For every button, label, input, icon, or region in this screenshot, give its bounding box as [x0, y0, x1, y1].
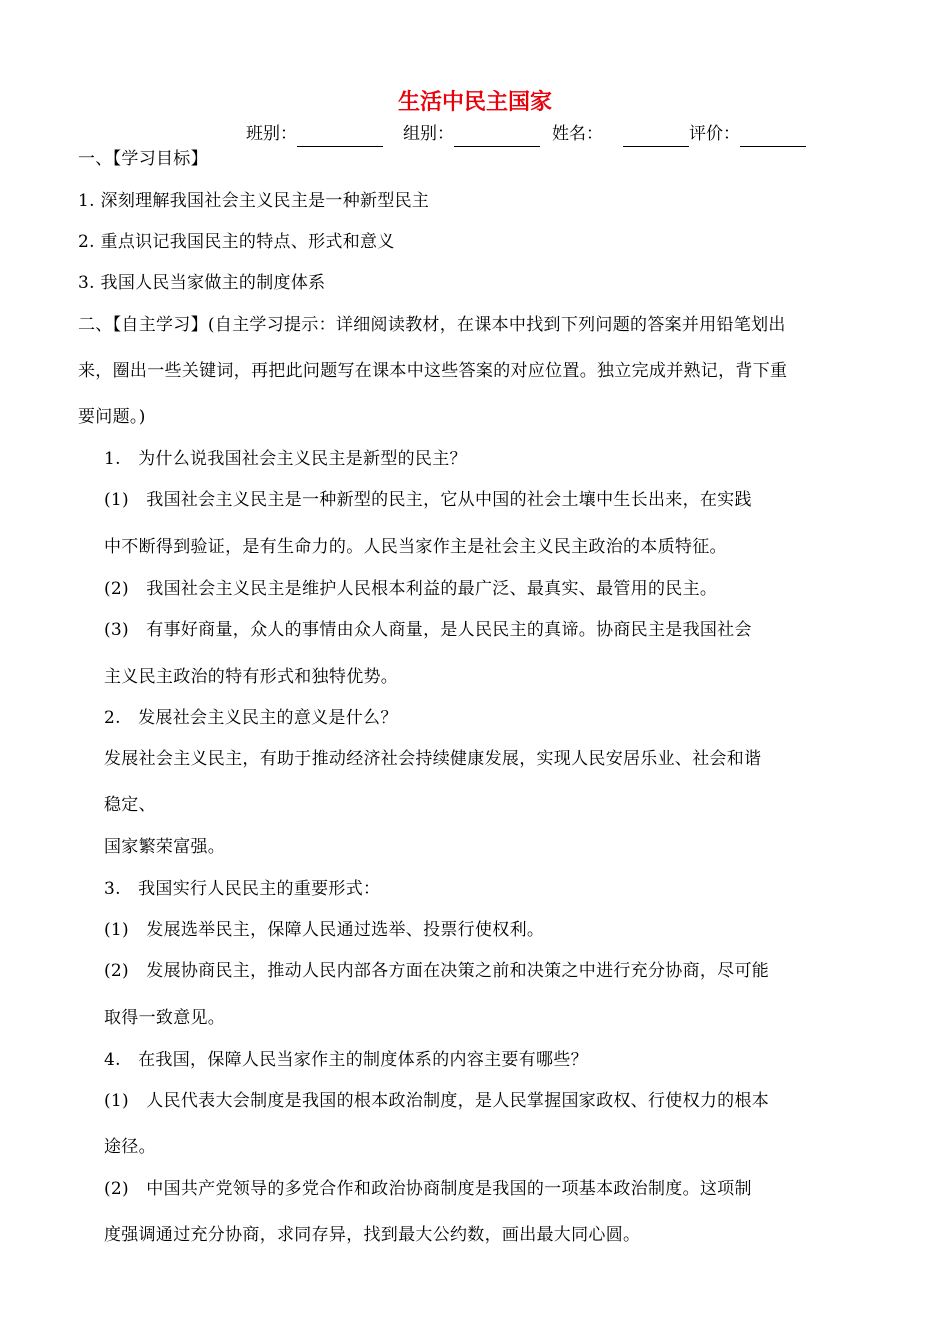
- answer-line: (1) 发展选举民主，保障人民通过选举、投票行使权利。: [104, 920, 545, 940]
- section-heading-self-study: 二、【自主学习】(自主学习提示：详细阅读教材，在课本中找到下列问题的答案并用铅笔划出: [78, 315, 786, 335]
- goal-item: 2. 重点识记我国民主的特点、形式和意义: [78, 232, 395, 252]
- goal-item: 3. 我国人民当家做主的制度体系: [78, 273, 326, 293]
- group-label: 组别：: [403, 124, 454, 144]
- answer-line: 取得一致意见。: [104, 1008, 226, 1028]
- name-label: 姓名：: [552, 124, 603, 144]
- question-heading: 2. 发展社会主义民主的意义是什么？: [104, 708, 398, 728]
- eval-label: 评价：: [689, 124, 740, 144]
- answer-line: (1) 人民代表大会制度是我国的根本政治制度，是人民掌握国家政权、行使权力的根本: [104, 1091, 770, 1111]
- question-heading: 3. 我国实行人民民主的重要形式：: [104, 879, 381, 899]
- page-title: 生活中民主国家: [397, 90, 552, 115]
- answer-line: 度强调通过充分协商，求同存异，找到最大公约数，画出最大同心圆。: [104, 1225, 641, 1245]
- answer-line: (2) 中国共产党领导的多党合作和政治协商制度是我国的一项基本政治制度。这项制: [104, 1179, 752, 1199]
- class-blank: [297, 128, 383, 147]
- question-heading: 4. 在我国，保障人民当家作主的制度体系的内容主要有哪些？: [104, 1050, 588, 1070]
- answer-line: (2) 发展协商民主，推动人民内部各方面在决策之前和决策之中进行充分协商，尽可能: [104, 961, 770, 981]
- question-heading: 1. 为什么说我国社会主义民主是新型的民主？: [104, 449, 467, 469]
- answer-line: (3) 有事好商量，众人的事情由众人商量，是人民民主的真谛。协商民主是我国社会: [104, 620, 752, 640]
- answer-line: 国家繁荣富强。: [104, 837, 226, 857]
- answer-line: (1) 我国社会主义民主是一种新型的民主，它从中国的社会土壤中生长出来，在实践: [104, 490, 752, 510]
- answer-line: (2) 我国社会主义民主是维护人民根本利益的最广泛、最真实、最管用的民主。: [104, 579, 718, 599]
- class-label: 班别：: [246, 124, 297, 144]
- section-heading-goals: 一、【学习目标】: [78, 149, 208, 169]
- answer-line: 主义民主政治的特有形式和独特优势。: [104, 667, 399, 687]
- paragraph-line: 来，圈出一些关键词，再把此问题写在课本中这些答案的对应位置。独立完成并熟记，背下重: [78, 361, 788, 381]
- eval-blank: [740, 128, 806, 147]
- answer-line: 途径。: [104, 1137, 156, 1157]
- name-blank: [623, 128, 689, 147]
- answer-line: 稳定、: [104, 795, 156, 815]
- answer-line: 发展社会主义民主，有助于推动经济社会持续健康发展，实现人民安居乐业、社会和谐: [104, 749, 762, 769]
- group-blank: [454, 128, 540, 147]
- goal-item: 1. 深刻理解我国社会主义民主是一种新型民主: [78, 191, 430, 211]
- header-fields: [246, 121, 806, 147]
- paragraph-line: 要问题。): [78, 407, 146, 427]
- answer-line: 中不断得到验证，是有生命力的。人民当家作主是社会主义民主政治的本质特征。: [104, 537, 727, 557]
